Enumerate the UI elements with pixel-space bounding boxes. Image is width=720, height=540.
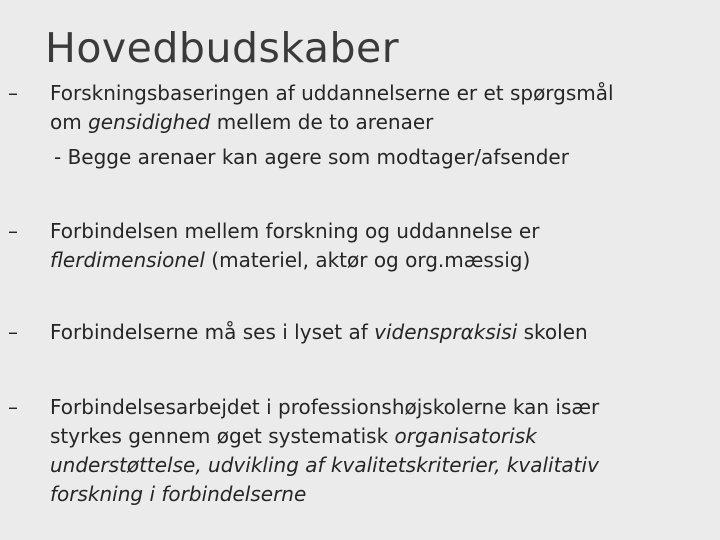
bullet-line: Forbindelsesarbejdet i professionshøjskolerne kan især xyxy=(50,395,600,419)
bullet-line: Forbindelsen mellem forskning og uddannelse er xyxy=(50,219,540,243)
bullet-line: Forskningsbaseringen af uddannelserne er et spørgsmål xyxy=(50,81,614,105)
bullet-line xyxy=(50,108,700,137)
text-run: styrkes gennem øget systematisk xyxy=(50,424,395,448)
emphasis-text: flerdimensionel xyxy=(50,248,205,272)
text-run: Forbindelserne må ses i lyset af xyxy=(50,320,375,344)
text-run: skolen xyxy=(517,320,588,344)
bullet-text xyxy=(50,217,700,275)
bullet-marker: – xyxy=(8,219,18,243)
bullet-marker: – xyxy=(8,81,18,105)
text-run: mellem de to arenaer xyxy=(210,110,434,134)
bullet-text xyxy=(50,318,700,347)
bullet-line xyxy=(50,246,700,275)
sub-bullet: - Begge arenaer kan agere som modtager/afsender xyxy=(54,145,569,169)
emphasis-text: understøttelse, udvikling af kvalitetskriterier, kvalitativ xyxy=(50,453,599,477)
bullet-line xyxy=(50,422,700,451)
text-run: (materiel, aktør og org.mæssig) xyxy=(204,248,531,272)
text-run: om xyxy=(50,110,89,134)
bullet-line xyxy=(50,480,700,509)
bullet-line xyxy=(50,451,700,480)
bullet-marker: – xyxy=(8,320,18,344)
slide-title: Hovedbudskaber xyxy=(45,24,400,72)
bullet-line xyxy=(50,318,700,347)
emphasis-text: vidensprαksisi xyxy=(374,320,518,344)
emphasis-text: forskning i forbindelserne xyxy=(50,482,307,506)
bullet-marker: – xyxy=(8,395,18,419)
emphasis-text: organisatorisk xyxy=(394,424,537,448)
bullet-text xyxy=(50,393,700,509)
bullet-text xyxy=(50,79,700,172)
emphasis-text: gensidighed xyxy=(88,110,211,134)
